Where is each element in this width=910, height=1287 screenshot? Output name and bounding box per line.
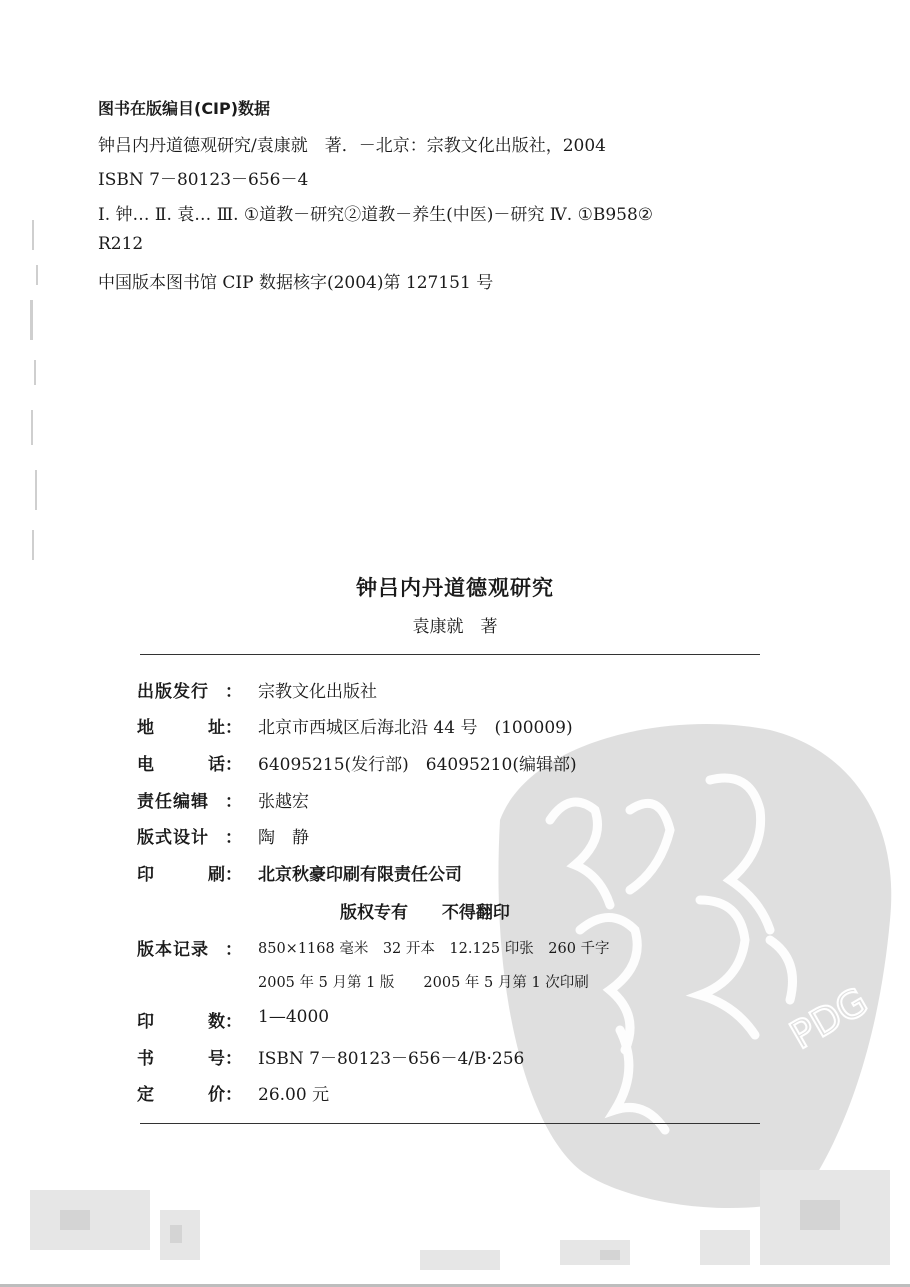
- publisher-value: 宗教文化出版社: [258, 682, 377, 702]
- copies-label-char1: 印: [137, 1012, 154, 1032]
- price-label-char1: 定: [137, 1085, 154, 1105]
- address-label: [137, 713, 242, 738]
- isbn-value: ISBN 7－80123－656－4/B·256: [258, 1049, 525, 1069]
- phone-label-char2: 话：: [208, 755, 242, 775]
- edition-label-text: 版本记录: [137, 940, 209, 960]
- edition-label: 版本记录 ：: [137, 935, 242, 960]
- designer-label: 版式设计 ：: [137, 823, 242, 848]
- phone-label-char1: 电: [137, 755, 154, 775]
- editor-label: 责任编辑 ：: [137, 787, 242, 812]
- cip-line-classification-cont: R212: [98, 234, 144, 254]
- printer-label-char1: 印: [137, 865, 154, 885]
- designer-label-text: 版式设计: [137, 828, 209, 848]
- copyright-notice: 版权专有 不得翻印: [340, 903, 510, 923]
- publisher-label: [137, 677, 242, 702]
- address-label-char1: 地: [137, 718, 154, 738]
- price-value: 26.00 元: [258, 1085, 330, 1105]
- book-author: 袁康就 著: [412, 617, 498, 637]
- address-label-char2: 址：: [208, 718, 242, 738]
- price-label-char2: 价：: [208, 1085, 242, 1105]
- address-value: 北京市西城区后海北沿 44 号 (100009): [258, 718, 573, 738]
- printer-label: [137, 860, 242, 885]
- isbn-label-char1: 书: [137, 1049, 154, 1069]
- scan-noise: [0, 1150, 910, 1287]
- seal-shape: [498, 724, 891, 1208]
- top-divider: [140, 654, 760, 655]
- price-label: [137, 1080, 242, 1105]
- editor-label-text: 责任编辑: [137, 792, 209, 812]
- pdg-watermark-seal: [470, 700, 910, 1220]
- copies-label-char2: 数：: [208, 1012, 242, 1032]
- copies-value: 1—4000: [258, 1007, 330, 1027]
- publisher-label-text: 出版发行: [137, 682, 209, 702]
- cip-line-title-author: 钟吕内丹道德观研究/袁康就 著．－北京：宗教文化出版社，2004: [98, 136, 606, 156]
- isbn-label-char2: 号：: [208, 1049, 242, 1069]
- colon: ：: [225, 682, 242, 702]
- designer-value: 陶 静: [258, 828, 309, 848]
- book-title: 钟吕内丹道德观研究: [356, 576, 554, 600]
- bottom-divider: [140, 1123, 760, 1124]
- copies-label: [137, 1007, 242, 1032]
- phone-label: [137, 750, 242, 775]
- printer-label-char2: 刷：: [208, 865, 242, 885]
- isbn-label: [137, 1044, 242, 1069]
- cip-line-cip-number: 中国版本图书馆 CIP 数据核字(2004)第 127151 号: [98, 273, 494, 293]
- editor-value: 张越宏: [258, 792, 309, 812]
- cip-heading: 图书在版编目(CIP)数据: [98, 99, 271, 118]
- cip-line-isbn: ISBN 7－80123－656－4: [98, 170, 309, 190]
- printer-value: 北京秋豪印刷有限责任公司: [258, 865, 462, 885]
- cip-line-classification: Ⅰ. 钟… Ⅱ. 袁… Ⅲ. ①道教－研究②道教－养生(中医)－研究 Ⅳ. ①B958②: [98, 205, 654, 225]
- phone-value: 64095215(发行部) 64095210(编辑部): [258, 755, 577, 775]
- edition-dates: 2005 年 5 月第 1 版 2005 年 5 月第 1 次印刷: [258, 975, 589, 991]
- edition-format: 850×1168 毫米 32 开本 12.125 印张 260 千字: [258, 941, 610, 957]
- watermark-text: PDG: [782, 978, 876, 1058]
- scan-edge-marks: [20, 220, 50, 580]
